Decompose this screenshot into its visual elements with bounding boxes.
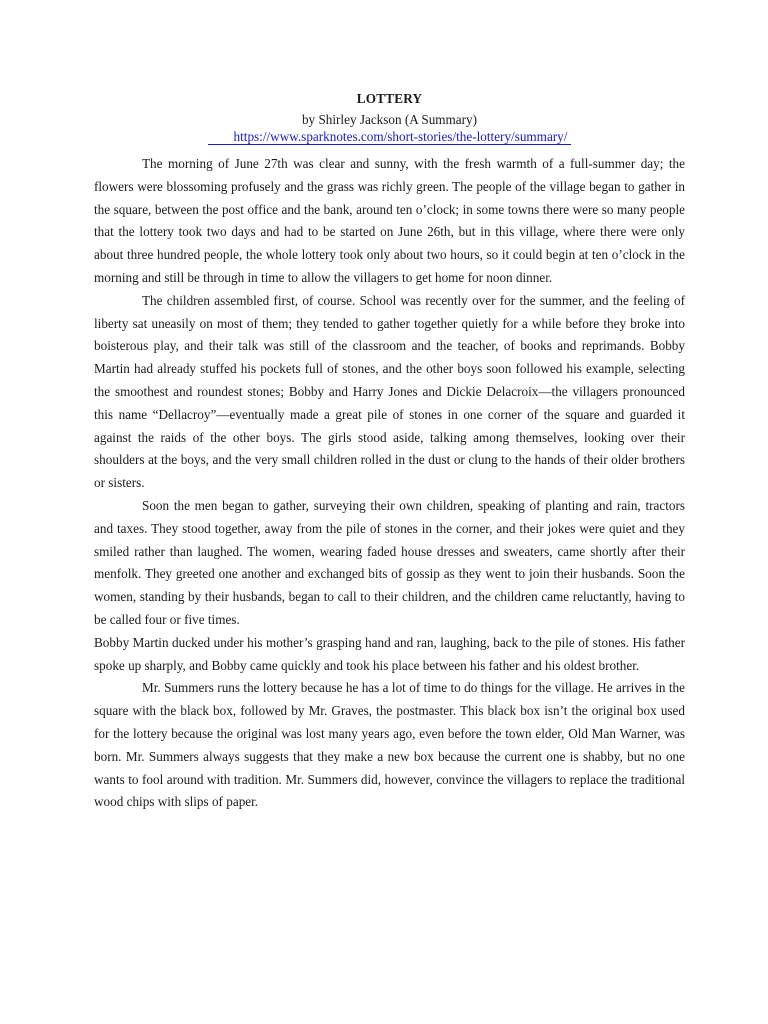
paragraph-3: Soon the men began to gather, surveying their own children, speaking of planting and rain, tractors and taxes. They stood together, away from the pile of stones in the corner, and their jokes were quiet and they smiled rather than laughed. The women, wearing faded house dresses and sweaters, came shortly after their menfolk. They greeted one another and exchanged bits of gossip as they went to join their husbands. Soon the women, standing by their husbands, began to call to their children, and the children came reluctantly, having to be called four or five times.: [94, 497, 685, 627]
paragraph-5: Mr. Summers runs the lottery because he has a lot of time to do things for the village. He arrives in the square with the black box, followed by Mr. Graves, the postmaster. This black box isn’t the original box used for the lottery because the original was lost many years ago, even before the town elder, Old Man Warner, was born. Mr. Summers always suggests that they make a new box because the current one is shabby, but no one wants to fool around with tradition. Mr. Summers did, however, convince the villagers to replace the traditional wood chips with slips of paper.: [94, 680, 685, 810]
document-title: LOTTERY: [356, 91, 423, 106]
paragraph-4: Bobby Martin ducked under his mother’s grasping hand and ran, laughing, back to the pile of stones. His father spoke up sharply, and Bobby came quickly and took his place between his father and his oldest brother.: [94, 634, 685, 673]
document-byline: by Shirley Jackson (A Summary): [301, 112, 478, 127]
paragraph-1: The morning of June 27th was clear and sunny, with the fresh warmth of a full-summer day; the flowers were blossoming profusely and the grass was richly green. The people of the village began to gather in the square, between the post office and the bank, around ten o’clock; in some towns there were so many people that the lottery took two days and had to be started on June 26th, but in this village, where there were only about three hundred people, the whole lottery took only about two hours, so it could begin at ten o’clock in the morning and still be through in time to allow the villagers to get home for noon dinner.: [94, 156, 685, 285]
paragraph-2: The children assembled first, of course. School was recently over for the summer, and the feeling of liberty sat uneasily on most of them; they tended to gather together quietly for a while before they broke into boisterous play, and their talk was still of the classroom and the teacher, of books and reprimands. Bobby Martin had already stuffed his pockets full of stones, and the other boys soon followed his example, selecting the smoothest and roundest stones; Bobby and Harry Jones and Dickie Delacroix—the villagers pronounced this name “Dellacroy”—eventually made a great pile of stones in one corner of the square and guarded it against the raids of the other boys. The girls stood aside, talking among themselves, looking over their shoulders at the boys, and the very small children rolled in the dust or clung to the hands of their older brothers or sisters.: [94, 292, 685, 491]
source-line: [94, 129, 685, 144]
document-page: [94, 88, 685, 814]
source-link[interactable]: https://www.sparknotes.com/short-stories/the-lottery/summary/: [208, 129, 572, 145]
